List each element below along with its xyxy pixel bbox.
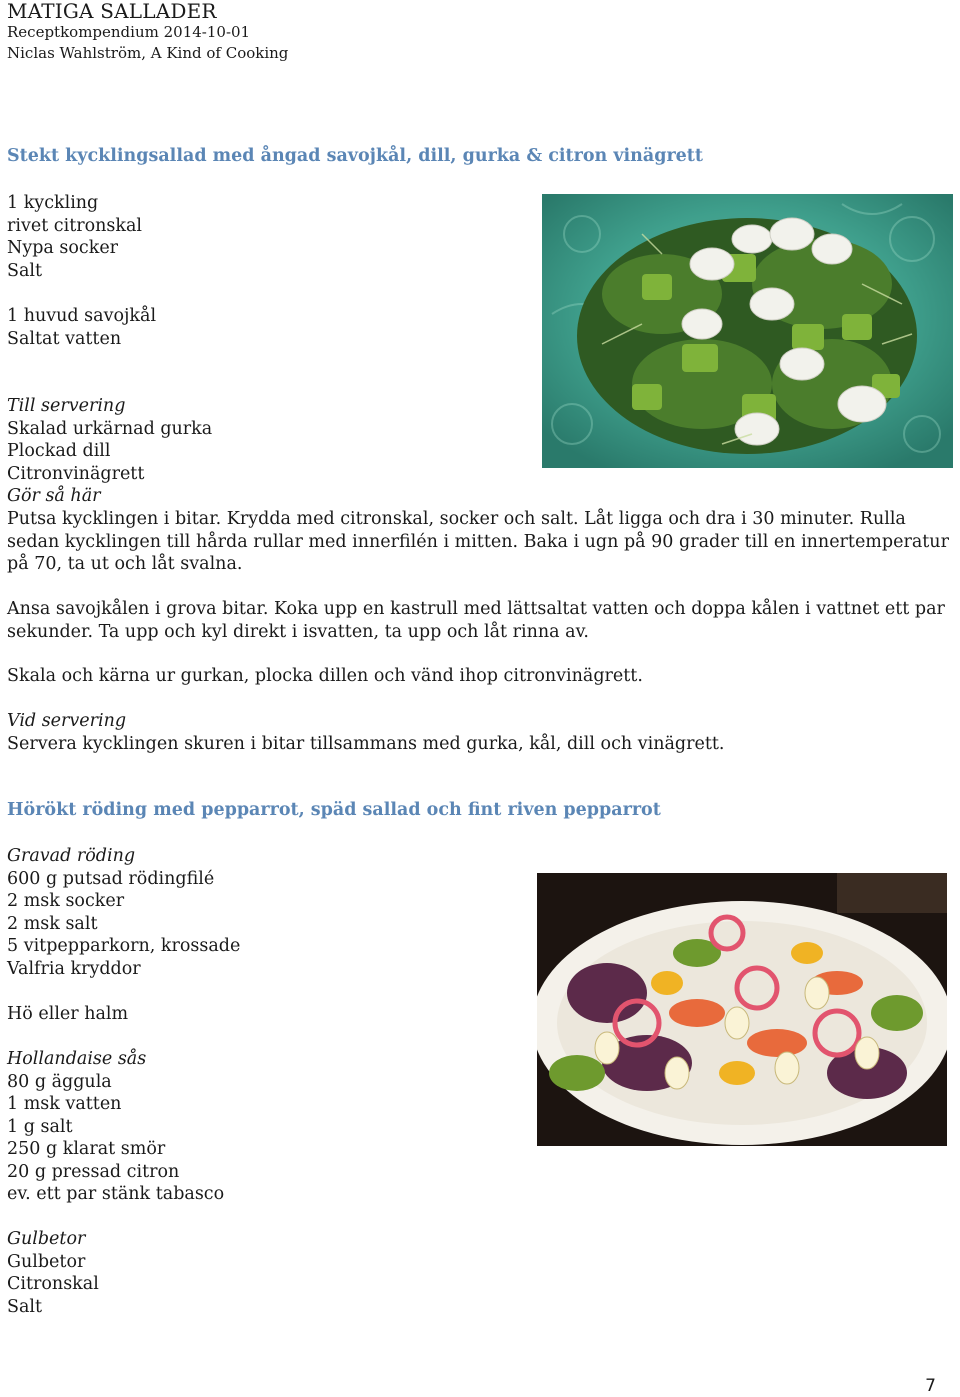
ingredient-item: 5 vitpepparkorn, krossade bbox=[7, 936, 241, 956]
ingredient-item: Salt bbox=[7, 1296, 43, 1317]
ingredient-item: Saltat vatten bbox=[7, 328, 122, 349]
method-paragraph bbox=[7, 665, 643, 688]
ingredient-item: 600 g putsad rödingfilé bbox=[7, 868, 215, 889]
serving-list bbox=[7, 395, 212, 508]
ingredient-list bbox=[7, 1003, 128, 1026]
ingredient-item: Hö eller halm bbox=[7, 1004, 129, 1024]
ingredient-item: 250 g klarat smör bbox=[7, 1139, 166, 1159]
ingredient-item: 1 g salt bbox=[7, 1116, 73, 1137]
document-subtitle: Receptkompendium 2014-10-01 bbox=[7, 23, 251, 41]
method-paragraph bbox=[7, 508, 949, 576]
ingredient-item: Plockad dill bbox=[7, 441, 111, 461]
ingredient-list bbox=[7, 192, 142, 282]
section-heading: Hollandaise sås bbox=[7, 1049, 147, 1069]
ingredient-list bbox=[7, 305, 156, 350]
section-heading: Gulbetor bbox=[7, 1229, 86, 1249]
paragraph-line: Servera kycklingen skuren i bitar tillsammans med gurka, kål, dill och vinägrett. bbox=[7, 733, 725, 754]
ingredient-item: Nypa socker bbox=[7, 238, 119, 258]
document-title: MATIGA SALLADER bbox=[7, 0, 217, 23]
ingredient-item: Citronskal bbox=[7, 1274, 99, 1294]
paragraph-line: sedan kycklingen till hårda rullar med innerfilén i mitten. Baka i ugn på 90 grader till en innertemperatur bbox=[7, 531, 949, 552]
ingredient-item: 1 huvud savojkål bbox=[7, 306, 157, 326]
recipe-title: Hörökt röding med pepparrot, späd sallad och fint riven pepparrot bbox=[7, 800, 661, 820]
ingredient-list bbox=[7, 1048, 224, 1206]
ingredient-item: Valfria kryddor bbox=[7, 958, 141, 979]
page-number: 7 bbox=[925, 1376, 936, 1396]
paragraph-line: Putsa kycklingen i bitar. Krydda med citronskal, socker och salt. Låt ligga och dra i 30 minuter. Rulla bbox=[7, 509, 906, 529]
paragraph-line: på 70, ta ut och låt svalna. bbox=[7, 554, 243, 574]
ingredient-item: Gulbetor bbox=[7, 1251, 86, 1272]
section-heading: Till servering bbox=[7, 396, 126, 416]
ingredient-item: 2 msk socker bbox=[7, 891, 125, 911]
paragraph-line: Skala och kärna ur gurkan, plocka dillen och vänd ihop citronvinägrett. bbox=[7, 666, 643, 686]
ingredient-item: 1 kyckling bbox=[7, 193, 99, 213]
section-heading: Vid servering bbox=[7, 711, 127, 731]
method-paragraph bbox=[7, 598, 945, 643]
ingredient-item: Citronvinägrett bbox=[7, 463, 145, 484]
ingredient-item: Skalad urkärnad gurka bbox=[7, 418, 213, 439]
chicken-salad-photo bbox=[542, 194, 953, 468]
char-salad-photo bbox=[537, 873, 947, 1146]
paragraph-line: Ansa savojkålen i grova bitar. Koka upp en kastrull med lättsaltat vatten och doppa kålen i vattnet ett par bbox=[7, 599, 945, 619]
ingredient-item: 1 msk vatten bbox=[7, 1094, 122, 1114]
ingredient-item: 80 g äggula bbox=[7, 1071, 112, 1092]
document-author: Niclas Wahlström, A Kind of Cooking bbox=[7, 44, 289, 62]
ingredient-item: 2 msk salt bbox=[7, 913, 98, 934]
section-heading: Gravad röding bbox=[7, 846, 136, 866]
paragraph-line: sekunder. Ta upp och kyl direkt i isvatten, ta upp och låt rinna av. bbox=[7, 621, 589, 642]
section-heading: Gör så här bbox=[7, 486, 101, 506]
ingredient-item: rivet citronskal bbox=[7, 215, 143, 236]
serving-paragraph bbox=[7, 710, 724, 755]
ingredient-list bbox=[7, 845, 240, 980]
ingredient-item: 20 g pressad citron bbox=[7, 1161, 180, 1182]
ingredient-list bbox=[7, 1228, 99, 1318]
ingredient-item: Salt bbox=[7, 260, 43, 281]
recipe-title: Stekt kycklingsallad med ångad savojkål, dill, gurka & citron vinägrett bbox=[7, 146, 703, 166]
ingredient-item: ev. ett par stänk tabasco bbox=[7, 1184, 225, 1204]
